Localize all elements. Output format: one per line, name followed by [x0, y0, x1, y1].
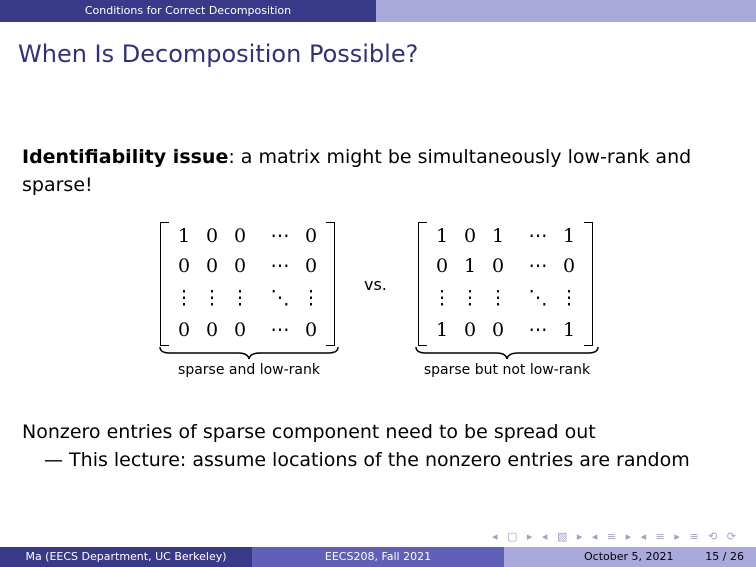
- matrix-entry: 0: [233, 225, 247, 247]
- matrix-row: [174, 252, 321, 282]
- matrix-entry: ⋮: [432, 287, 452, 309]
- lecture-assumption-line: — This lecture: assume locations of the nonzero entries are random: [44, 449, 690, 471]
- matrix-entry: 0: [463, 225, 477, 247]
- matrix-entry: ⋮: [460, 287, 480, 309]
- footer-author: Ma (EECS Department, UC Berkeley): [0, 547, 252, 567]
- slide-title: When Is Decomposition Possible?: [18, 40, 419, 68]
- matrix-entry: ⋱: [528, 287, 548, 309]
- matrix-entry: 0: [304, 319, 318, 341]
- section-title[interactable]: Conditions for Correct Decomposition: [0, 0, 376, 22]
- matrix-entry: 0: [233, 255, 247, 277]
- matrix-entry: 0: [205, 225, 219, 247]
- spread-out-paragraph: [22, 418, 690, 474]
- label-sparse-not-low-rank: sparse but not low-rank: [423, 362, 591, 378]
- matrix-entry: 0: [491, 319, 505, 341]
- matrix-entry: ⋮: [202, 287, 222, 309]
- matrix-entry: 1: [435, 319, 449, 341]
- matrix-entry: ⋮: [301, 287, 321, 309]
- footer-page-number: 15 / 26: [705, 550, 744, 563]
- footer-date: October 5, 2021: [584, 550, 674, 563]
- vs-text: vs.: [364, 275, 387, 294]
- matrix-entry: ⋯: [270, 255, 290, 277]
- matrix-entry: ⋯: [528, 225, 548, 247]
- footer-date-page: [504, 547, 756, 567]
- underbrace-left: [158, 345, 340, 361]
- matrix-entry: 0: [491, 255, 505, 277]
- matrix-right: [418, 222, 593, 346]
- matrix-entry: ⋮: [559, 287, 579, 309]
- matrix-row: [174, 316, 321, 346]
- identifiability-text: : a matrix might be simultaneously low-rank and sparse!: [22, 146, 692, 196]
- matrix-left: [160, 222, 335, 346]
- matrix-row: [432, 284, 579, 314]
- label-sparse-and-low-rank: sparse and low-rank: [178, 362, 320, 378]
- matrix-row: [432, 222, 579, 252]
- matrix-entry: 1: [435, 225, 449, 247]
- matrix-entry: ⋯: [270, 319, 290, 341]
- bracket-left: [418, 222, 427, 346]
- matrix-entry: 1: [177, 225, 191, 247]
- bracket-right: [326, 222, 335, 346]
- matrix-entry: 1: [562, 225, 576, 247]
- matrix-entry: 0: [304, 255, 318, 277]
- spread-out-line: Nonzero entries of sparse component need to be spread out: [22, 421, 596, 443]
- bracket-left: [160, 222, 169, 346]
- matrix-entry: 0: [435, 255, 449, 277]
- matrix-entry: ⋯: [528, 255, 548, 277]
- matrix-entry: ⋮: [174, 287, 194, 309]
- matrix-row: [432, 252, 579, 282]
- header-bar: [0, 0, 756, 22]
- matrix-entry: 1: [463, 255, 477, 277]
- matrix-entry: 0: [233, 319, 247, 341]
- matrix-entry: ⋮: [488, 287, 508, 309]
- matrix-entry: ⋱: [270, 287, 290, 309]
- matrix-row: [432, 316, 579, 346]
- underbrace-right: [414, 345, 600, 361]
- matrix-entry: 1: [562, 319, 576, 341]
- matrix-entry: ⋯: [528, 319, 548, 341]
- matrix-row: [174, 222, 321, 252]
- identifiability-paragraph: [22, 143, 712, 199]
- matrix-row: [174, 284, 321, 314]
- footer-bar: [0, 547, 756, 567]
- matrix-entry: 0: [205, 319, 219, 341]
- matrix-entry: ⋯: [270, 225, 290, 247]
- matrix-entry: 0: [562, 255, 576, 277]
- matrix-entry: 0: [177, 255, 191, 277]
- matrix-entry: 0: [177, 319, 191, 341]
- identifiability-term: Identifiability issue: [22, 146, 229, 168]
- matrix-entry: 0: [304, 225, 318, 247]
- matrix-entry: 0: [463, 319, 477, 341]
- bracket-right: [584, 222, 593, 346]
- matrix-entry: 0: [205, 255, 219, 277]
- matrix-entry: ⋮: [230, 287, 250, 309]
- footer-course: EECS208, Fall 2021: [252, 547, 504, 567]
- matrix-entry: 1: [491, 225, 505, 247]
- beamer-navigation-icons[interactable]: ◂ ▢ ▸ ◂ ▧ ▸ ◂ ≡ ▸ ◂ ≡ ▸ ≡ ⟲ ⟳: [492, 530, 739, 543]
